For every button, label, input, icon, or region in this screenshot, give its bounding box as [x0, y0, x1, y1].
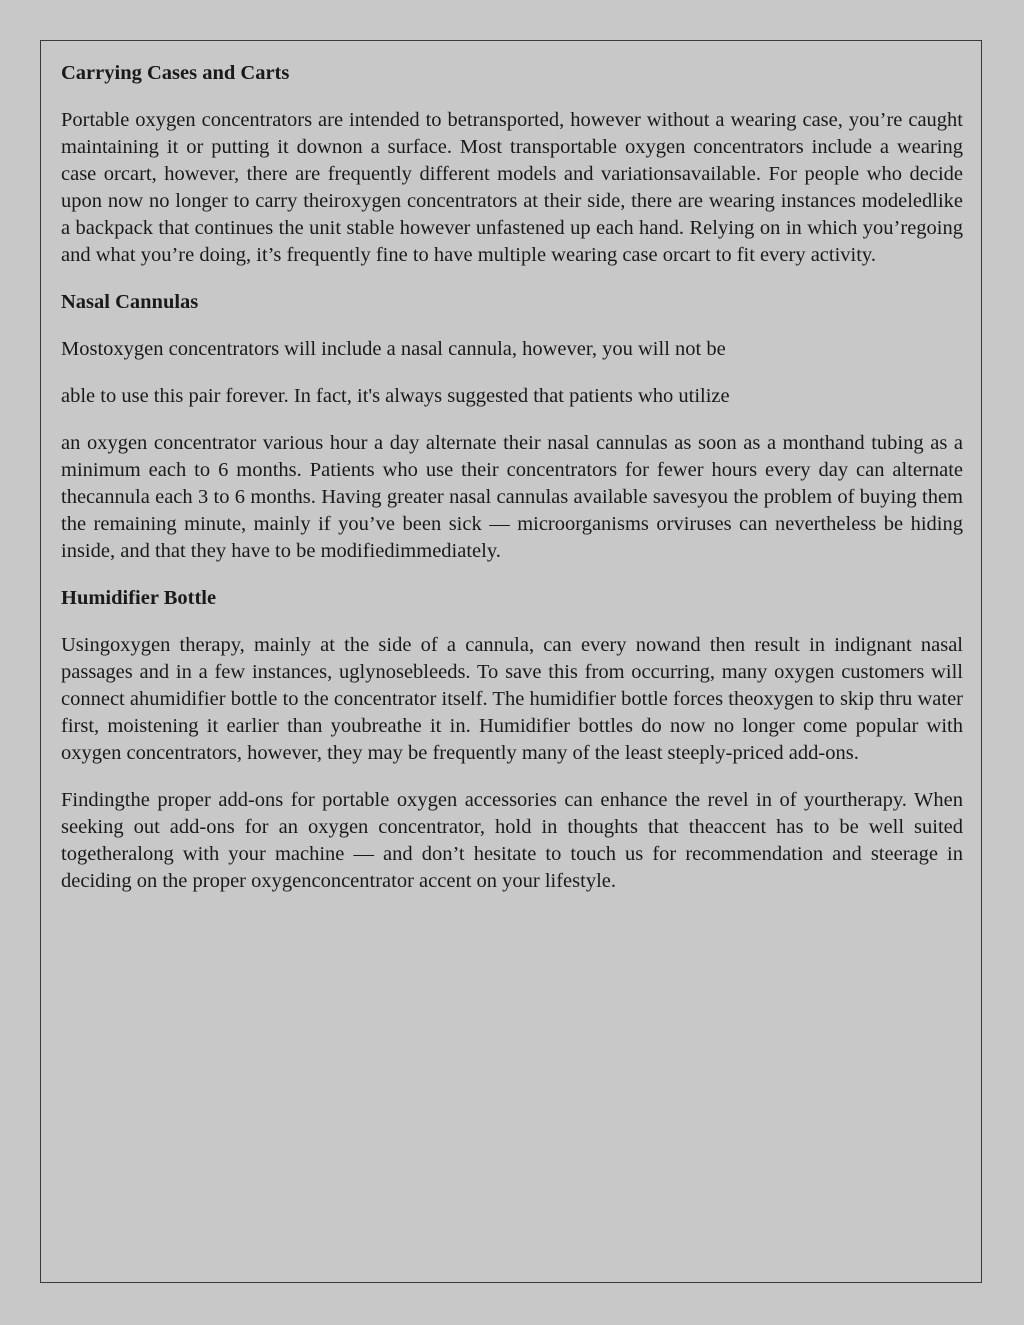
paragraph-nasal-cannulas-body: an oxygen concentrator various hour a day alternate their nasal cannulas as soon as a monthand tubing as a minimum each to 6 months. Patients who use their concentrators for fewer hours every day can alternate thecannula each 3 to 6 months. Having greater nasal cannulas available savesyou the problem of buying them the remaining minute, mainly if you’ve been sick — microorganisms orviruses can nevertheless be hiding inside, and that they have to be modifiedimmediately. [61, 432, 963, 562]
heading-carrying-cases: Carrying Cases and Carts [61, 62, 290, 84]
paragraph-conclusion: Findingthe proper add-ons for portable oxygen accessories can enhance the revel in of yourtherapy. When seeking out add-ons for an oxygen concentrator, hold in thoughts that theaccent has to be well suited togetheralong with your machine — and don’t hesitate to touch us for recommendation and steerage in deciding on the proper oxygenconcentrator accent on your lifestyle. [61, 789, 963, 892]
heading-nasal-cannulas: Nasal Cannulas [61, 291, 199, 313]
paragraph-humidifier-bottle: Usingoxygen therapy, mainly at the side of a cannula, can every nowand then result in indignant nasal passages and in a few instances, uglynosebleeds. To save this from occurring, many oxygen customers will connect ahumidifier bottle to the concentrator itself. The humidifier bottle forces theoxygen to skip thru water first, moistening it earlier than youbreathe it in. Humidifier bottles do now no longer come popular with oxygen concentrators, however, they may be frequently many of the least steeply-priced add-ons. [61, 634, 963, 764]
paragraph-nasal-cannulas-line-2: able to use this pair forever. In fact, it's always suggested that patients who utilize [61, 385, 730, 407]
document-content [61, 60, 963, 915]
heading-humidifier-bottle: Humidifier Bottle [61, 587, 217, 609]
paragraph-carrying-cases: Portable oxygen concentrators are intended to betransported, however without a wearing case, you’re caught maintaining it or putting it downon a surface. Most transportable oxygen concentrators include a wearing case orcart, however, there are frequently different models and variationsavailable. For people who decide upon now no longer to carry theiroxygen concentrators at their side, there are wearing instances modeledlike a backpack that continues the unit stable however unfastened up each hand. Relying on in which you’regoing and what you’re doing, it’s frequently fine to have multiple wearing case orcart to fit every activity. [61, 109, 963, 266]
paragraph-nasal-cannulas-line-1: Mostoxygen concentrators will include a nasal cannula, however, you will not be [61, 338, 726, 360]
